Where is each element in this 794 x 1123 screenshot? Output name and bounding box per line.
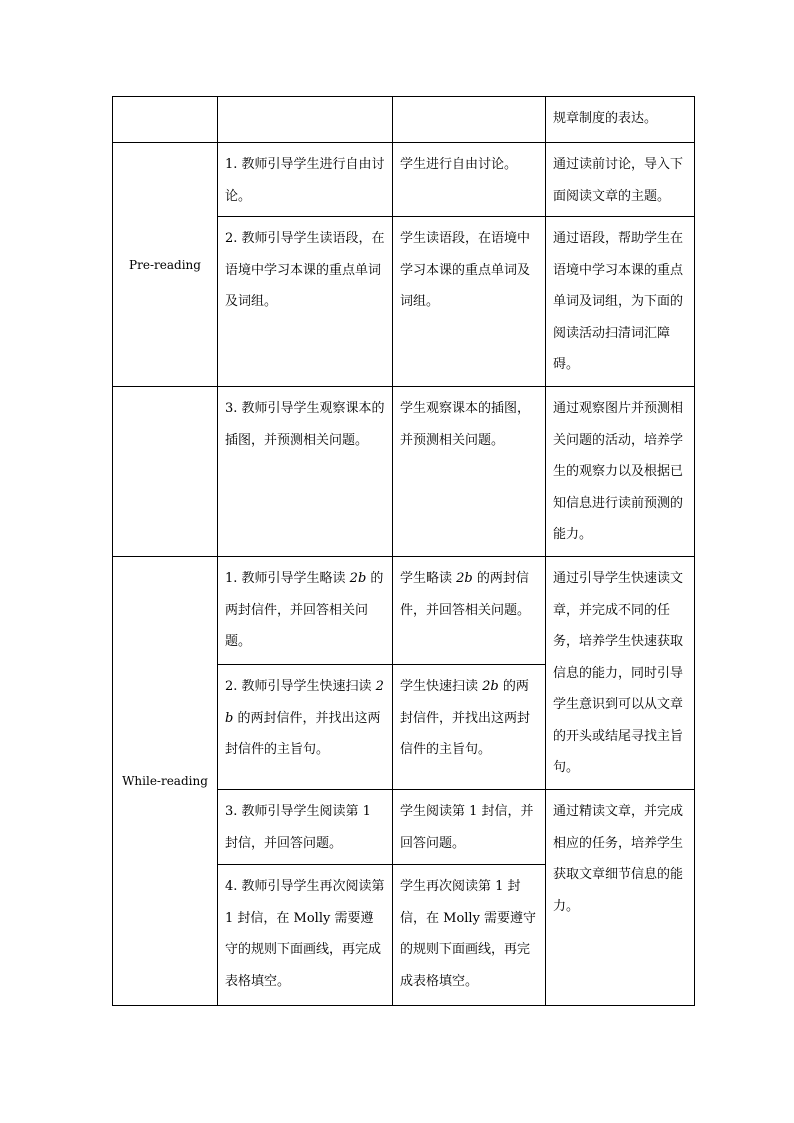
student-activity-cell: 学生再次阅读第 1 封信，在 Molly 需要遵守的规则下面画线，再完成表格填空。 bbox=[393, 864, 545, 1001]
purpose-cell: 通过精读文章，并完成相应的任务，培养学生获取文章细节信息的能力。 bbox=[546, 789, 694, 926]
student-activity-cell: 学生略读 2b 的两封信件，并回答相关问题。 bbox=[400, 571, 531, 618]
student-activity-cell: 学生快速扫读 2b 的两封信件，并找出这两封信件的主旨句。 bbox=[393, 664, 545, 789]
purpose-cell: 通过语段，帮助学生在语境中学习本课的重点单词及词组，为下面的阅读活动扫清词汇障碍。 bbox=[546, 217, 695, 387]
table-row-while-reading bbox=[113, 557, 695, 1006]
purpose-column bbox=[546, 557, 695, 1006]
teacher-activity-cell: 1. 教师引导学生进行自由讨论。 bbox=[218, 143, 393, 217]
student-cell-empty bbox=[393, 97, 546, 143]
teacher-activity-cell: 3. 教师引导学生观察课本的插图，并预测相关问题。 bbox=[218, 387, 393, 557]
student-activity-cell: 学生阅读第 1 封信，并回答问题。 bbox=[393, 789, 545, 864]
student-activity-column bbox=[393, 557, 546, 1006]
stage-cell-empty bbox=[113, 97, 218, 143]
student-activity-cell: 学生观察课本的插图，并预测相关问题。 bbox=[393, 387, 546, 557]
teacher-activity-cell: 2. 教师引导学生快速扫读 2b 的两封信件，并找出这两封信件的主旨句。 bbox=[218, 664, 392, 789]
teacher-activity-cell: 4. 教师引导学生再次阅读第 1 封信，在 Molly 需要遵守的规则下面画线，再完成表格填空。 bbox=[218, 864, 392, 1001]
stage-cell-empty bbox=[113, 387, 218, 557]
table-row-observe bbox=[113, 387, 695, 557]
lesson-plan-table bbox=[112, 96, 695, 1006]
teacher-cell-empty bbox=[218, 97, 393, 143]
teacher-activity-cell: 2. 教师引导学生读语段，在语境中学习本课的重点单词及词组。 bbox=[218, 217, 393, 387]
purpose-cell: 规章制度的表达。 bbox=[546, 97, 695, 143]
stage-label-while-reading: While-reading bbox=[113, 557, 218, 1006]
stage-label-pre-reading: Pre-reading bbox=[113, 143, 218, 387]
teacher-activity-cell: 1. 教师引导学生略读 2b 的两封信件，并回答相关问题。 bbox=[225, 571, 384, 649]
table-row-continuation bbox=[113, 97, 695, 143]
student-activity-cell: 学生读语段，在语境中学习本课的重点单词及词组。 bbox=[393, 217, 546, 387]
purpose-cell: 通过观察图片并预测相关问题的活动，培养学生的观察力以及根据已知信息进行读前预测的能力。 bbox=[546, 387, 695, 557]
teacher-activity-cell: 3. 教师引导学生阅读第 1 封信，并回答问题。 bbox=[218, 789, 392, 864]
student-activity-cell: 学生进行自由讨论。 bbox=[393, 143, 546, 217]
table-row-pre-reading-1 bbox=[113, 143, 695, 217]
purpose-cell: 通过读前讨论，导入下面阅读文章的主题。 bbox=[546, 143, 695, 217]
teacher-activity-column bbox=[218, 557, 393, 1006]
purpose-cell: 通过引导学生快速读文章，并完成不同的任务，培养学生快速获取信息的能力，同时引导学生意识到可以从文章的开头或结尾寻找主旨句。 bbox=[553, 571, 684, 775]
